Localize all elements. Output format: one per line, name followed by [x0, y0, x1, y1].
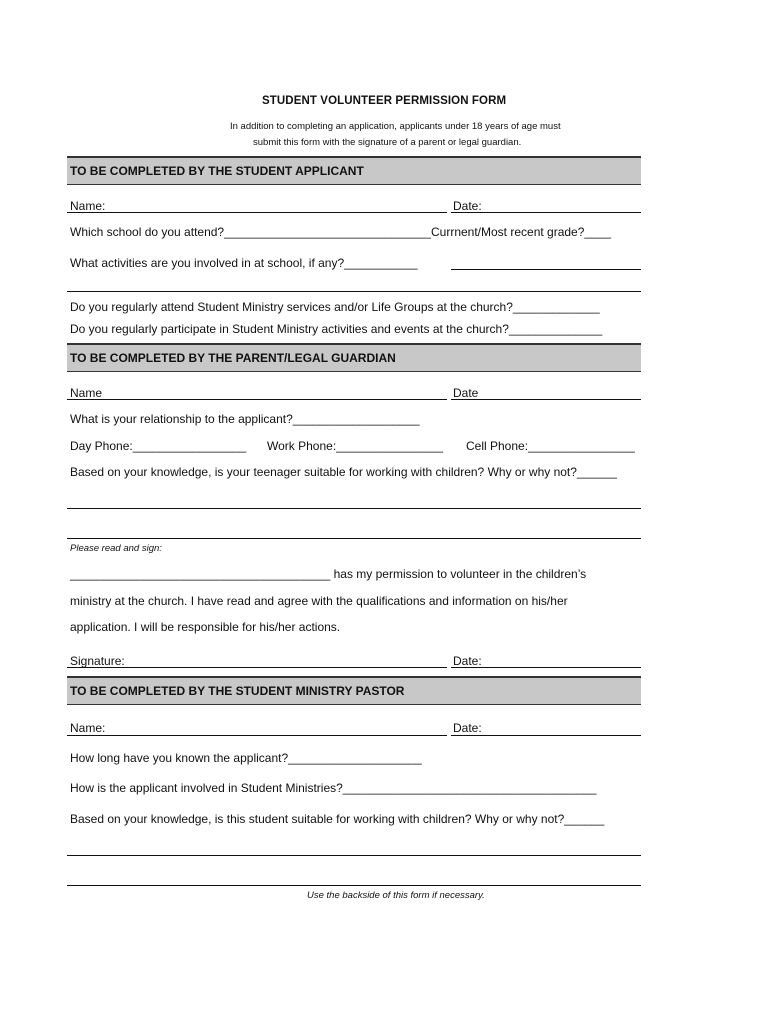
involved-question[interactable]: How is the applicant involved in Student Ministries?______________________________________ — [70, 781, 597, 795]
parent-name-label: Name — [70, 386, 103, 400]
day-phone-field[interactable]: Day Phone:_________________ — [70, 439, 247, 453]
work-phone-field[interactable]: Work Phone:________________ — [267, 439, 443, 453]
parent-name-line[interactable] — [67, 399, 447, 400]
activities-line-right[interactable] — [451, 269, 641, 270]
signature-date-line[interactable] — [451, 667, 641, 668]
parent-date-line[interactable] — [451, 399, 641, 400]
pastor-name-line[interactable] — [67, 735, 447, 736]
pastor-name-label: Name: — [70, 721, 106, 735]
events-question[interactable]: Do you regularly participate in Student Ministry activities and events at the church?______________ — [70, 322, 603, 336]
pastor-date-label: Date: — [453, 721, 482, 735]
parent-suitable-line-1[interactable] — [67, 508, 641, 509]
intro-line-2: submit this form with the signature of a parent or legal guardian. — [253, 137, 522, 148]
relationship-question[interactable]: What is your relationship to the applicant?___________________ — [70, 412, 420, 426]
form-title: STUDENT VOLUNTEER PERMISSION FORM — [262, 95, 507, 107]
pastor-suitable-question[interactable]: Based on your knowledge, is this student suitable for working with children? Why or why not?______ — [70, 812, 605, 826]
signature-line[interactable] — [67, 667, 447, 668]
section-header-parent-label: TO BE COMPLETED BY THE PARENT/LEGAL GUARDIAN — [70, 351, 396, 365]
services-question[interactable]: Do you regularly attend Student Ministry services and/or Life Groups at the church?_____________ — [70, 300, 600, 314]
student-date-line[interactable] — [451, 212, 641, 213]
permission-line-1[interactable]: _______________________________________ has my permission to volunteer in the children’s — [70, 567, 587, 581]
activities-line-full[interactable] — [67, 291, 641, 292]
parent-date-label: Date — [453, 386, 479, 400]
pastor-date-line[interactable] — [451, 735, 641, 736]
signature-label: Signature: — [70, 654, 125, 668]
school-question[interactable]: Which school do you attend?_______________________________Currnent/Most recent grade?____ — [70, 225, 612, 239]
intro-line-1: In addition to completing an application, applicants under 18 years of age must — [230, 121, 561, 132]
section-header-pastor — [67, 676, 641, 705]
signature-date-label: Date: — [453, 654, 482, 668]
section-header-student — [67, 156, 641, 185]
parent-suitable-line-2[interactable] — [67, 538, 641, 539]
section-header-student-label: TO BE COMPLETED BY THE STUDENT APPLICANT — [70, 164, 364, 178]
student-name-label: Name: — [70, 199, 106, 213]
permission-line-2: ministry at the church. I have read and agree with the qualifications and information on his/her — [70, 594, 568, 608]
known-question[interactable]: How long have you known the applicant?____________________ — [70, 751, 422, 765]
student-name-line[interactable] — [67, 212, 447, 213]
pastor-suitable-line-1[interactable] — [67, 855, 641, 856]
permission-line-3: application. I will be responsible for his/her actions. — [70, 620, 341, 634]
section-header-parent — [67, 343, 641, 372]
footer-note: Use the backside of this form if necessary. — [307, 890, 485, 901]
cell-phone-field[interactable]: Cell Phone:________________ — [466, 439, 635, 453]
parent-suitable-question[interactable]: Based on your knowledge, is your teenager suitable for working with children? Why or why not?______ — [70, 465, 617, 479]
section-header-pastor-label: TO BE COMPLETED BY THE STUDENT MINISTRY PASTOR — [70, 684, 405, 698]
read-and-sign-note: Please read and sign: — [70, 543, 162, 554]
pastor-suitable-line-2[interactable] — [67, 885, 641, 886]
student-date-label: Date: — [453, 199, 482, 213]
activities-question[interactable]: What activities are you involved in at school, if any?___________ — [70, 256, 418, 270]
